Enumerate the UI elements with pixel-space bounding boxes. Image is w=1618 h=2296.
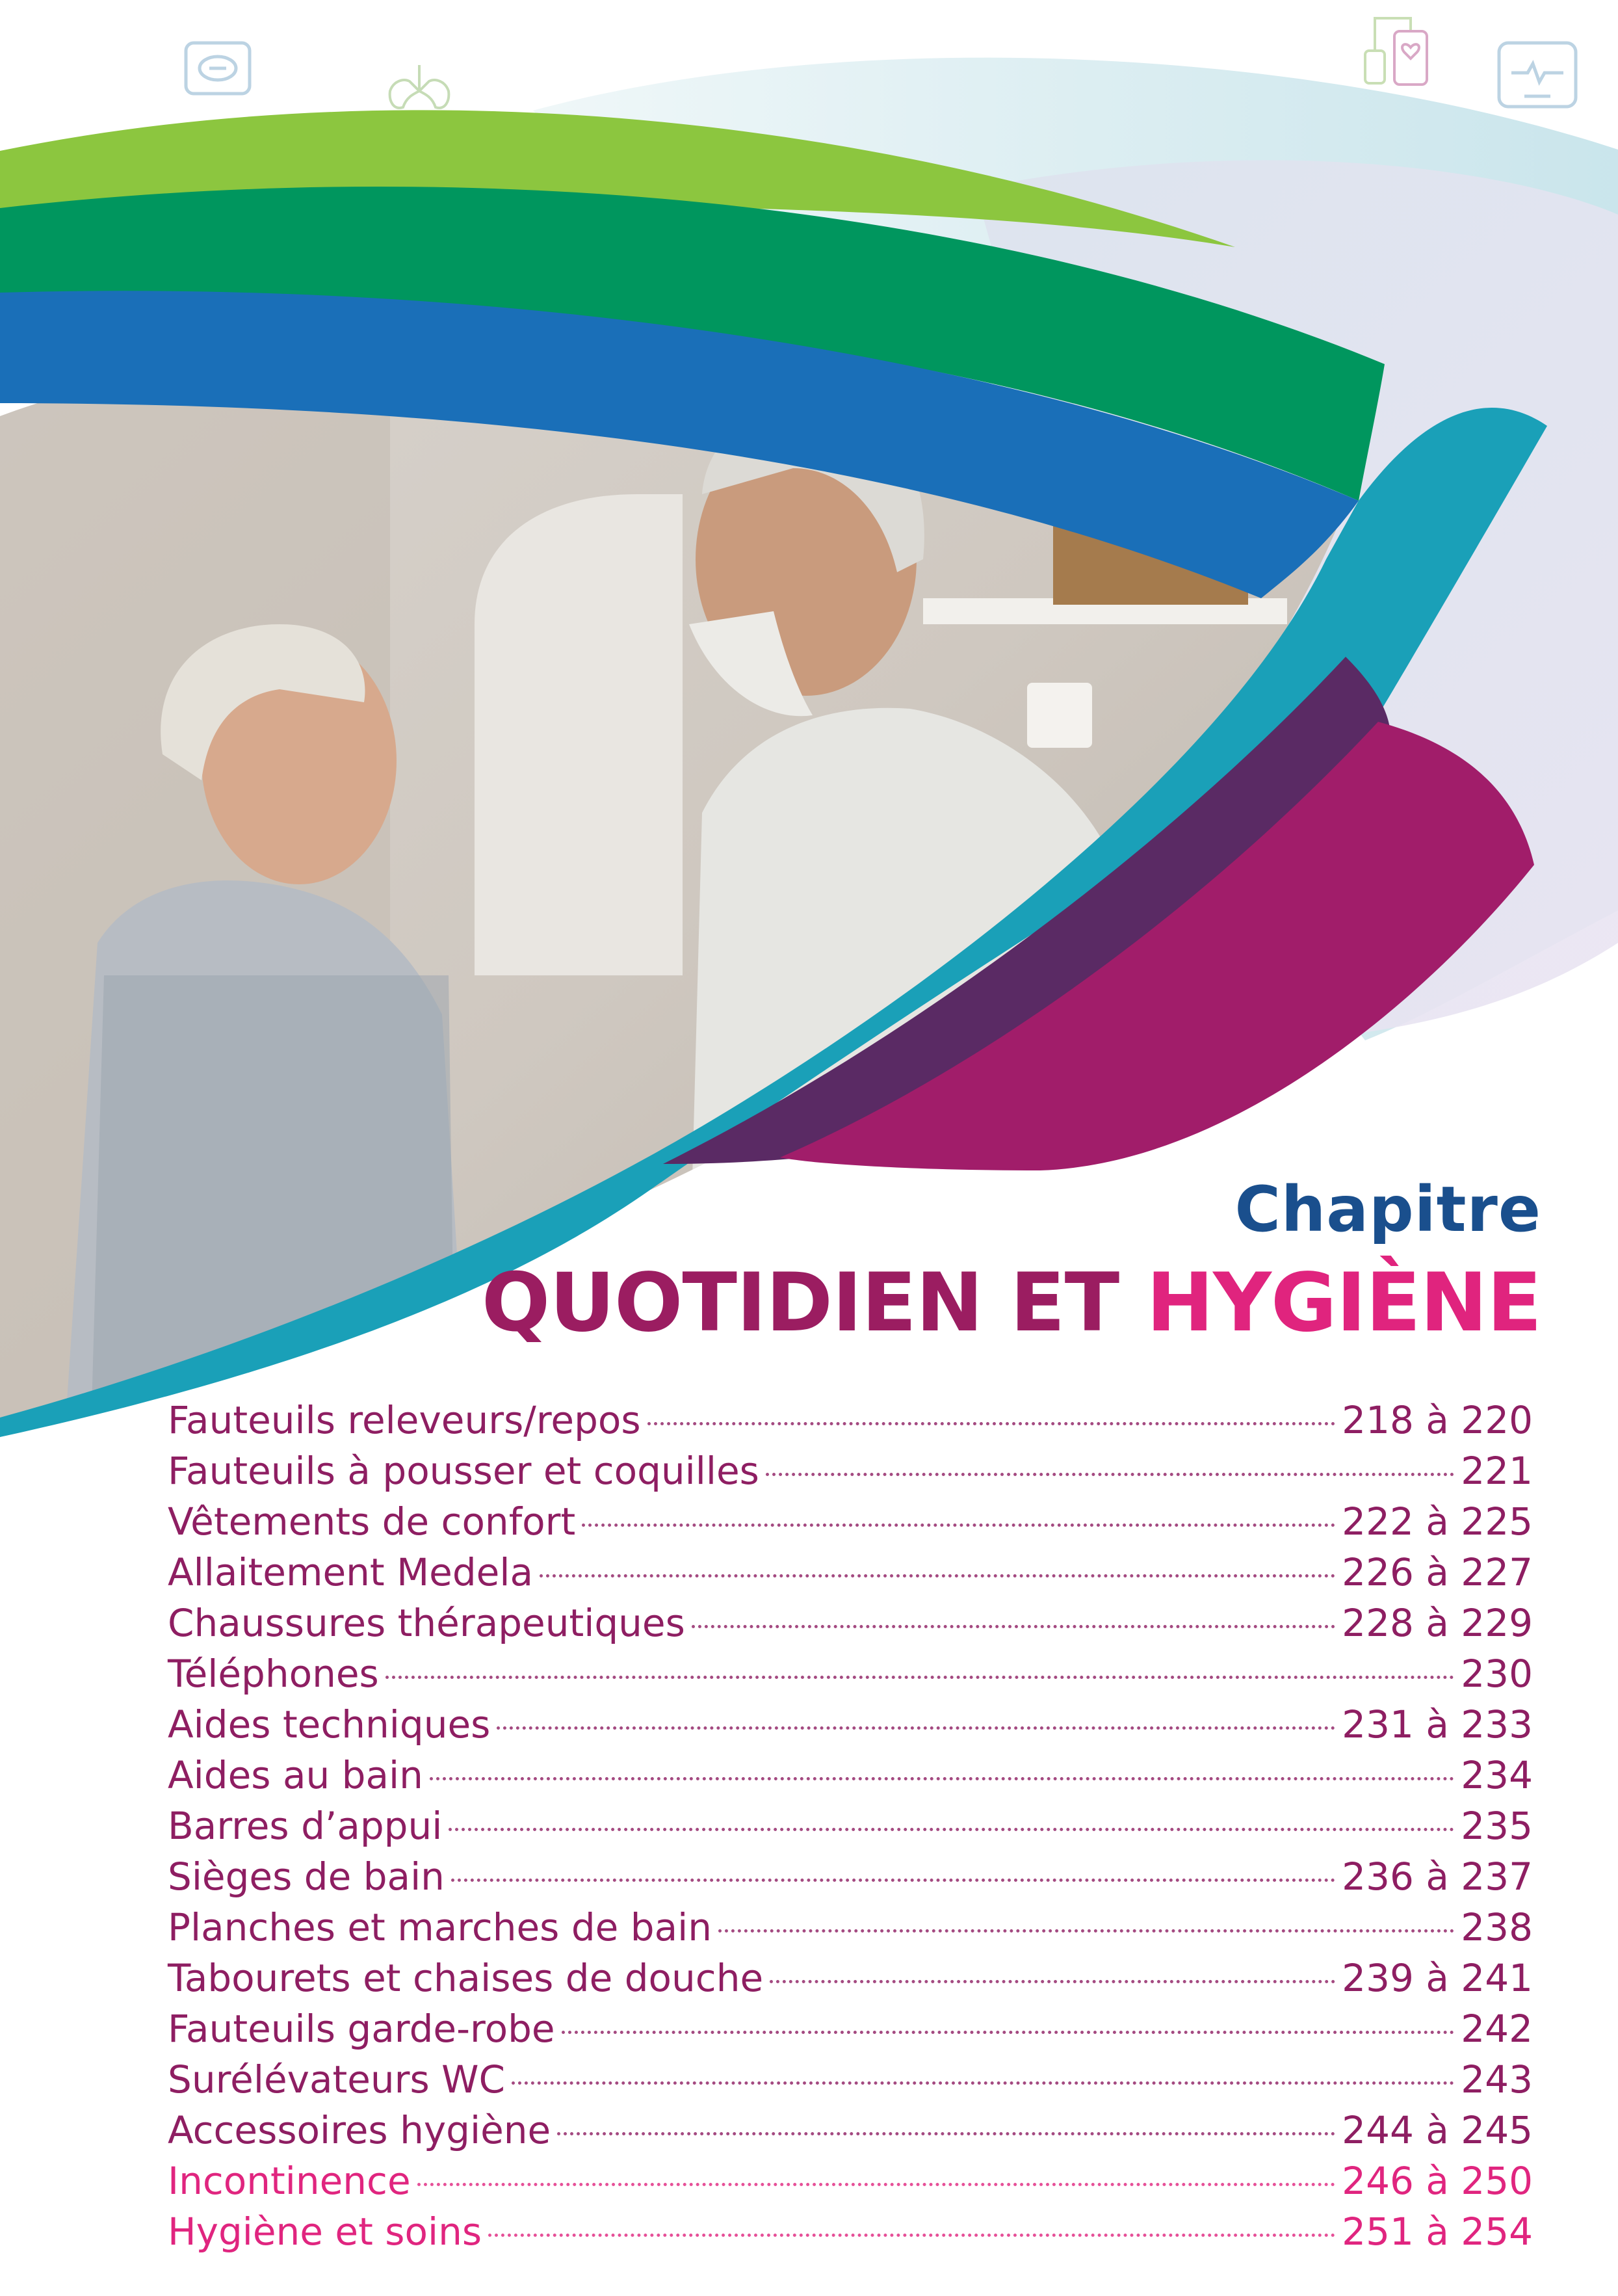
toc-entry-pages: 218 à 220 — [1342, 1398, 1533, 1442]
chapter-heading — [482, 1174, 1541, 1352]
toc-entry-label: Fauteuils garde-robe — [168, 2007, 555, 2051]
toc-entry-label: Tabourets et chaises de douche — [168, 1956, 764, 2000]
toc-leader-dots — [562, 2031, 1455, 2034]
toc-entry[interactable] — [168, 2210, 1533, 2260]
toc-leader-dots — [557, 2132, 1335, 2135]
toc-entry-label: Incontinence — [168, 2159, 411, 2203]
toc-entry[interactable] — [168, 2108, 1533, 2159]
chapter-title — [482, 1254, 1541, 1352]
toc-leader-dots — [770, 1980, 1335, 1983]
toc-entry-pages: 222 à 225 — [1342, 1499, 1533, 1544]
toc-entry[interactable] — [168, 1905, 1533, 1956]
toc-leader-dots — [718, 1929, 1454, 1933]
toc-entry-label: Surélévateurs WC — [168, 2057, 506, 2102]
toc-entry-label: Hygiène et soins — [168, 2210, 482, 2254]
toc-entry-pages: 230 — [1461, 1652, 1533, 1696]
toc-entry-pages: 238 — [1461, 1905, 1533, 1949]
toc-entry-label: Accessoires hygiène — [168, 2108, 551, 2152]
toc-entry-pages: 236 à 237 — [1342, 1854, 1533, 1899]
toc-entry-label: Planches et marches de bain — [168, 1905, 712, 1949]
toc-entry[interactable] — [168, 1601, 1533, 1652]
toc-entry-label: Fauteuils à pousser et coquilles — [168, 1449, 759, 1493]
toc-entry[interactable] — [168, 1702, 1533, 1753]
toc-entry-label: Allaitement Medela — [168, 1550, 533, 1594]
toc-entry[interactable] — [168, 1449, 1533, 1499]
toc-entry-pages: 239 à 241 — [1342, 1956, 1533, 2000]
toc-entry[interactable] — [168, 2057, 1533, 2108]
toc-entry-label: Aides au bain — [168, 1753, 423, 1797]
toc-entry[interactable] — [168, 1398, 1533, 1449]
toc-entry-pages: 246 à 250 — [1342, 2159, 1533, 2203]
toc-leader-dots — [512, 2081, 1454, 2085]
toc-leader-dots — [488, 2234, 1335, 2237]
toc-entry[interactable] — [168, 1753, 1533, 1804]
toc-leader-dots — [766, 1473, 1454, 1476]
toc-entry[interactable] — [168, 1652, 1533, 1702]
lungs-icon — [384, 62, 455, 114]
chapter-title-part1: QUOTIDIEN ET — [481, 1256, 1147, 1350]
toc-entry-pages: 244 à 245 — [1342, 2108, 1533, 2152]
table-of-contents — [168, 1398, 1533, 2260]
toc-entry-label: Téléphones — [168, 1652, 379, 1696]
toc-entry-pages: 226 à 227 — [1342, 1550, 1533, 1594]
chapter-title-part2: HYGIÈNE — [1146, 1256, 1541, 1350]
toc-leader-dots — [417, 2183, 1336, 2186]
toc-entry-label: Barres d’appui — [168, 1804, 443, 1848]
toc-entry-pages: 243 — [1461, 2057, 1533, 2102]
toc-entry[interactable] — [168, 1854, 1533, 1905]
toc-entry[interactable] — [168, 1550, 1533, 1601]
medical-card-icon — [182, 39, 254, 98]
toc-leader-dots — [540, 1574, 1335, 1577]
toc-entry[interactable] — [168, 1956, 1533, 2007]
toc-entry[interactable] — [168, 2007, 1533, 2057]
toc-leader-dots — [451, 1879, 1335, 1882]
toc-leader-dots — [385, 1676, 1455, 1679]
toc-entry-pages: 242 — [1461, 2007, 1533, 2051]
toc-entry[interactable] — [168, 2159, 1533, 2210]
toc-entry[interactable] — [168, 1804, 1533, 1854]
toc-entry[interactable] — [168, 1499, 1533, 1550]
toc-leader-dots — [692, 1625, 1335, 1628]
toc-entry-pages: 228 à 229 — [1342, 1601, 1533, 1645]
heart-monitor-icon — [1495, 39, 1580, 111]
toc-leader-dots — [582, 1524, 1335, 1527]
toc-leader-dots — [497, 1726, 1335, 1730]
blood-pressure-monitor-icon — [1359, 12, 1430, 86]
toc-leader-dots — [430, 1777, 1454, 1780]
toc-entry-label: Sièges de bain — [168, 1854, 445, 1899]
toc-entry-label: Chaussures thérapeutiques — [168, 1601, 685, 1645]
toc-entry-pages: 251 à 254 — [1342, 2210, 1533, 2254]
toc-leader-dots — [647, 1422, 1336, 1425]
toc-leader-dots — [449, 1828, 1454, 1831]
toc-entry-label: Aides techniques — [168, 1702, 491, 1747]
toc-entry-pages: 221 — [1461, 1449, 1533, 1493]
toc-entry-pages: 231 à 233 — [1342, 1702, 1533, 1747]
toc-entry-pages: 235 — [1461, 1804, 1533, 1848]
chapter-kicker: Chapitre — [1234, 1173, 1541, 1246]
toc-entry-pages: 234 — [1461, 1753, 1533, 1797]
toc-entry-label: Vêtements de confort — [168, 1499, 576, 1544]
toc-entry-label: Fauteuils releveurs/repos — [168, 1398, 641, 1442]
